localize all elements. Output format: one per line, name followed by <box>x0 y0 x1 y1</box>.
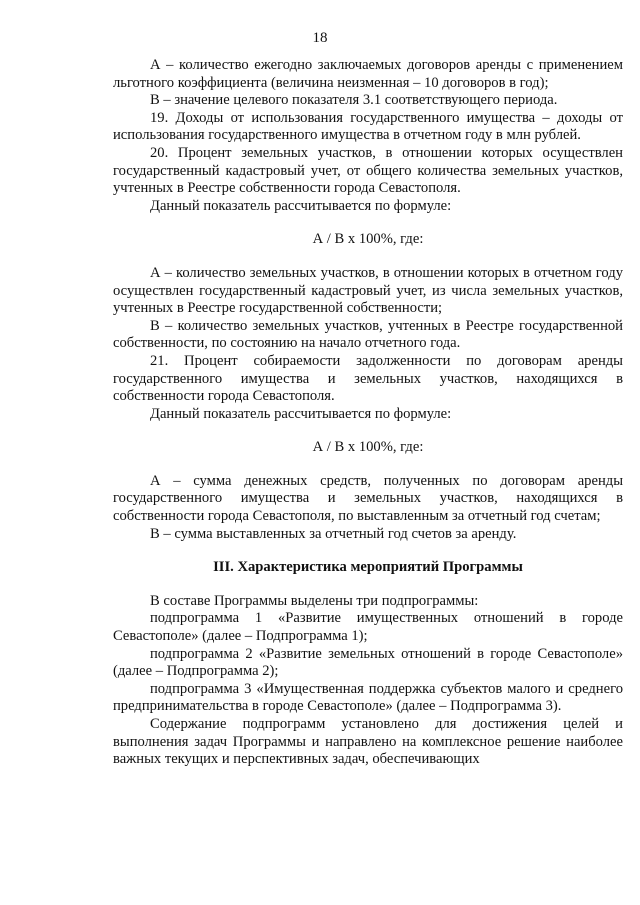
paragraph-variable-a: А – количество земельных участков, в отношении которых в отчетном году осуществлен государственный кадастровый учет, из числа земельных участков, учтенных в Реестре государственной собственности; <box>113 264 623 317</box>
paragraph-indicator-21: 21. Процент собираемости задолженности по договорам аренды государственного имущества и земельных участков, находящихся в собственности города Севастополя. <box>113 352 623 405</box>
paragraph-subprograms-intro: В составе Программы выделены три подпрограммы: <box>150 592 479 609</box>
paragraph-variable-b: В – сумма выставленных за отчетный год счетов за аренду. <box>150 525 517 542</box>
paragraph-variable-b: В – значение целевого показателя 3.1 соответствующего периода. <box>150 92 558 109</box>
document-body <box>113 57 623 769</box>
paragraph-subprogram-3: подпрограмма 3 «Имущественная поддержка субъектов малого и среднего предпринимательства в городе Севастополе» (далее – Подпрограмма 3). <box>113 680 623 715</box>
paragraph-indicator-19: 19. Доходы от использования государственного имущества – доходы от использования государственного имущества в отчетном году в млн рублей. <box>113 109 623 144</box>
section-heading: III. Характеристика мероприятий Программы <box>213 559 523 576</box>
paragraph-subprograms-content: Содержание подпрограмм установлено для достижения целей и выполнения задач Программы и направлено на комплексное решение наиболее важных текущих и перспективных задач, обеспечивающих <box>113 716 623 768</box>
paragraph-formula-intro: Данный показатель рассчитывается по формуле: <box>150 197 452 214</box>
paragraph-subprogram-2: подпрограмма 2 «Развитие земельных отношений в городе Севастополе» (далее – Подпрограмма 2); <box>113 645 623 680</box>
paragraph-formula-intro: Данный показатель рассчитывается по формуле: <box>150 405 452 422</box>
paragraph-variable-b: В – количество земельных участков, учтенных в Реестре государственной собственности, по состоянию на начало отчетного года. <box>113 317 623 352</box>
paragraph-variable-a: А – количество ежегодно заключаемых договоров аренды с применением льготного коэффициента (величина неизменная – 10 договоров в год); <box>113 57 623 91</box>
paragraph-subprogram-1: подпрограмма 1 «Развитие имущественных отношений в городе Севастополе» (далее – Подпрограмма 1); <box>113 610 623 645</box>
formula: А / В х 100%, где: <box>312 439 424 456</box>
paragraph-variable-a: А – сумма денежных средств, полученных по договорам аренды государственного имущества и земельных участков, находящихся в собственности города Севастополя, по выставленным за отчетный год счетам; <box>113 472 623 525</box>
paragraph-indicator-20: 20. Процент земельных участков, в отношении которых осуществлен государственный кадастровый учет, от общего количества земельных участков, учтенных в Реестре собственности города Севастополя. <box>113 144 623 197</box>
page-number: 18 <box>312 30 328 46</box>
formula: А / В х 100%, где: <box>312 231 424 248</box>
